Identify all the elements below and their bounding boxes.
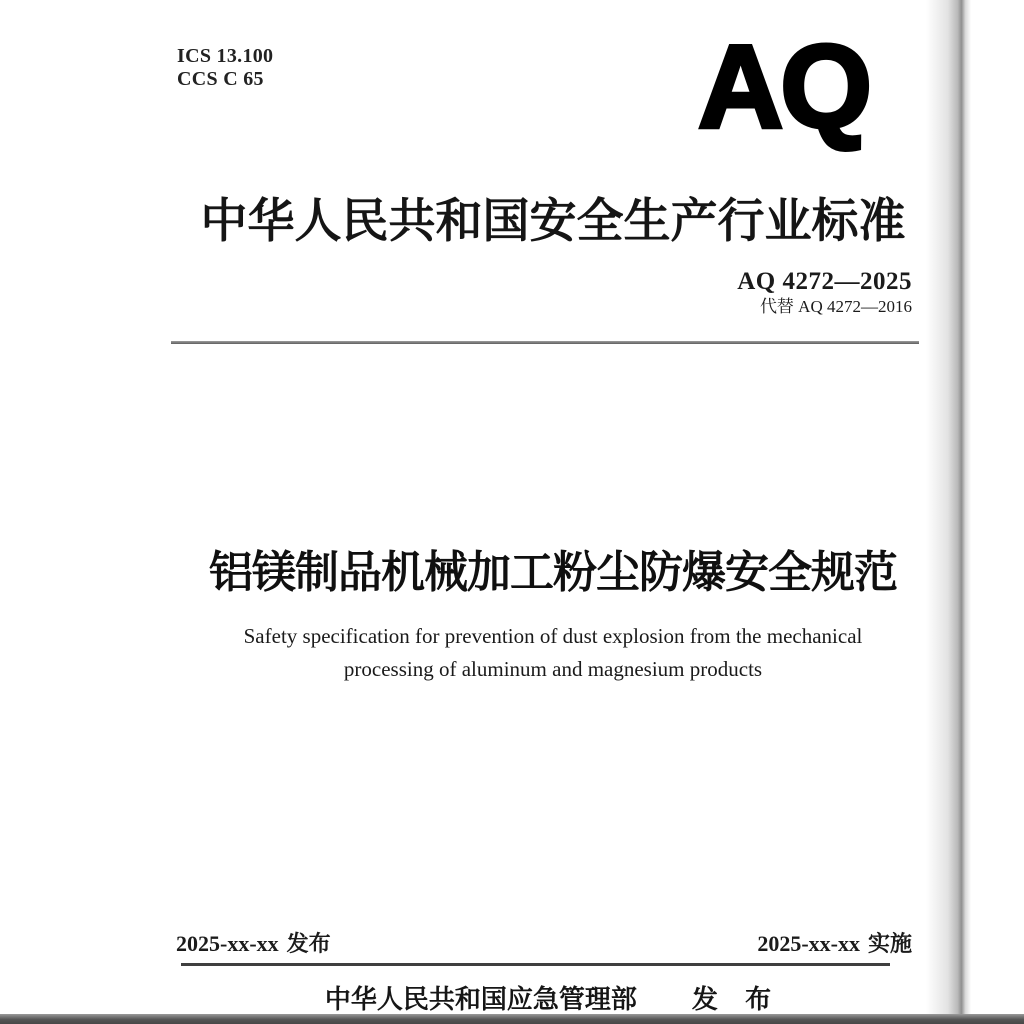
ccs-code: CCS C 65 xyxy=(177,68,264,90)
replaced-standard-note: 代替 AQ 4272—2016 xyxy=(759,297,912,316)
publisher-name: 中华人民共和国应急管理部 xyxy=(324,984,637,1014)
document-title-en-line2: processing of aluminum and magnesium products xyxy=(343,657,763,681)
implementation-date-group xyxy=(757,927,912,958)
aq-standard-logo: AQ xyxy=(698,21,869,153)
document-title-en xyxy=(86,620,1020,686)
classification-codes xyxy=(177,45,273,91)
standard-number: AQ 4272—2025 xyxy=(737,268,912,295)
issue-date-group xyxy=(176,927,331,958)
standard-number-block xyxy=(737,268,912,318)
document-title-zh: 铝镁制品机械加工粉尘防爆安全规范 xyxy=(209,548,897,597)
footer-divider-rule xyxy=(181,963,890,966)
issue-date: 2025-xx-xx xyxy=(176,931,279,956)
document-title-en-line1: Safety specification for prevention of dust explosion from the mechanical xyxy=(243,624,863,648)
publisher-row xyxy=(86,979,1020,1016)
implementation-label: 实施 xyxy=(867,931,912,956)
publish-label: 发 布 xyxy=(691,984,782,1014)
dates-row xyxy=(176,927,912,958)
standard-category-title: 中华人民共和国安全生产行业标准 xyxy=(200,194,906,247)
header-divider-rule xyxy=(171,341,919,344)
implementation-date: 2025-xx-xx xyxy=(757,931,860,956)
ics-code: ICS 13.100 xyxy=(177,45,274,67)
issue-label: 发布 xyxy=(286,931,331,956)
scanned-page-right-edge xyxy=(926,0,974,1024)
